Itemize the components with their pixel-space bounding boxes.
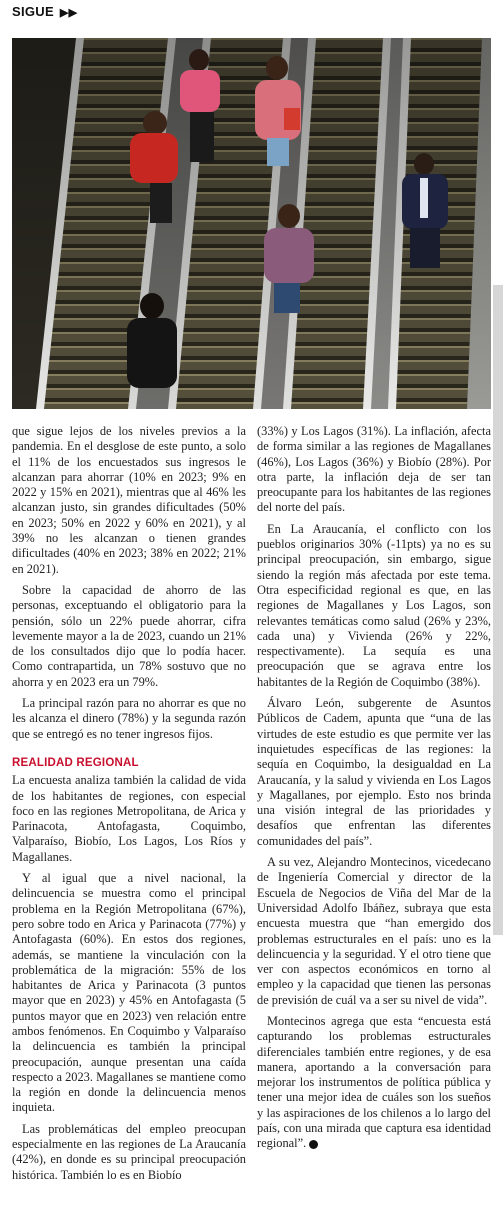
paragraph: Álvaro León, subgerente de Asuntos Públicos de Cadem, apunta que “una de las virtudes de este estudio es que permite ver las inquietudes específicas de las regiones: la sequía en Coquimbo, la desigualdad en La Araucanía, y la salud y vivienda en Los Lagos y Magallanes, por ejemplo. Esto nos brinda una visión integral de las prioridades y desafíos que enfrentan las diferentes comunidades del país”. (257, 696, 491, 848)
paragraph: En La Araucanía, el conflicto con los pueblos originarios 30% (-11pts) ya no es su principal preocupación, sin embargo, sigue siendo la región más afectada por este tema. Otra especificidad regional es que, en las regiones de Magallanes y Los Lagos, son relevantes temáticas como salud (26% y 23%, cada una) y Vivienda (26% y 22%, respectivamente). La sequía es una preocupación que se agrava entre los habitantes de la Región de Coquimbo (38%). (257, 521, 491, 689)
end-of-article-icon (309, 1140, 318, 1149)
double-arrow-icon: ▶▶ (59, 7, 78, 19)
paragraph: Y al igual que a nivel nacional, la delincuencia se muestra como el principal problema en la Región Metropolitana (67%), pero sobre todo en Arica y Parinacota (77%) y Antofagasta (60%). En estos dos regiones, además, se mantiene la vinculación con la problemática de la migración: 55% de los habitantes de Arica y Parinacota (3 puntos mayor que en 2023) y 45% en Antofagasta (5 puntos mayor que en 2023) ven relación entre ambos fenómenos. En Coquimbo y Valparaíso la delincuencia es también la principal preocupación, aunque presentan una caída respecto a 2023. Magallanes se mantiene como la región en donde la delincuencia menos inquieta. (12, 871, 246, 1115)
continue-label-text: SIGUE (12, 4, 54, 19)
paragraph-text: Montecinos agrega que esta “encuesta está capturando los problemas estructurales diferenciales también entre regiones, y de esa manera, aportando a la conversación para mejorar los instrumentos de política pública y tener una mejor idea de cuáles son los sueños y las aspiraciones de los chilenos a lo largo del país, con una mirada que captura esa identidad regional”. (257, 1013, 491, 1151)
paragraph: La encuesta analiza también la calidad de vida de los habitantes de regiones, con especial foco en las regiones Metropolitana, de Arica y Parinacota, Antofagasta, Coquimbo, Valparaíso, Biobío, Los Lagos, Los Ríos y Magallanes. (12, 773, 246, 864)
paragraph: Sobre la capacidad de ahorro de las personas, exceptuando el obligatorio para la pensión, sólo un 22% puede ahorrar, cifra levemente mayor a la de 2023, cuando un 21% de los consultados dijo que lo podía hacer. Como contrapartida, un 78% sostuvo que no ahorra y en 2023 era un 79%. (12, 582, 246, 689)
article-column-right (257, 424, 491, 1158)
paragraph: que sigue lejos de los niveles previos a la pandemia. En el desglose de este punto, a solo el 11% de los encuestados sus ingresos le alcanzan para ahorrar (10% en 2023; 9% en 2022 y 15% en 2021), mientras que al 46% les alcanzan justo, sin grandes dificultades (50% en 2023; 50% en 2022 y 60% en 2021), y al 39% no les alcanzan o tienen grandes dificultades (40% en 2023; 38% en 2022; 21% en 2021). (12, 424, 246, 576)
paragraph (257, 1014, 491, 1152)
paragraph: Las problemáticas del empleo preocupan especialmente en las regiones de La Araucanía (42%), en donde es su principal preocupación histórica. También lo es en Biobío (12, 1121, 246, 1182)
escalator-photo (12, 38, 491, 409)
scrollbar[interactable] (493, 285, 503, 935)
continue-label (12, 4, 77, 19)
paragraph: La principal razón para no ahorrar es que no les alcanza el dinero (78%) y la segunda razón que se entregó es no tener ingresos fijos. (12, 696, 246, 741)
paragraph: (33%) y Los Lagos (31%). La inflación, afecta de forma similar a las regiones de Magallanes (46%), Los Lagos (36%) y Biobío (28%). Por otra parte, la inflación deja de ser tan preocupante para los habitantes de las regiones del norte del país. (257, 424, 491, 515)
article-column-left (12, 424, 246, 1189)
paragraph: A su vez, Alejandro Montecinos, vicedecano de Ingeniería Comercial y director de la Escuela de Negocios de Viña del Mar de la Universidad Adolfo Ibáñez, subraya que esta encuesta muestra que “han emergido dos problemas estructurales en el país: uno es la delincuencia y la seguridad. Y el otro tiene que ver con aspectos económicos en torno al empleo y la capacidad que tienen las personas de previsión de cuál va a ser su nivel de vida”. (257, 855, 491, 1007)
section-heading: REALIDAD REGIONAL (12, 756, 139, 769)
